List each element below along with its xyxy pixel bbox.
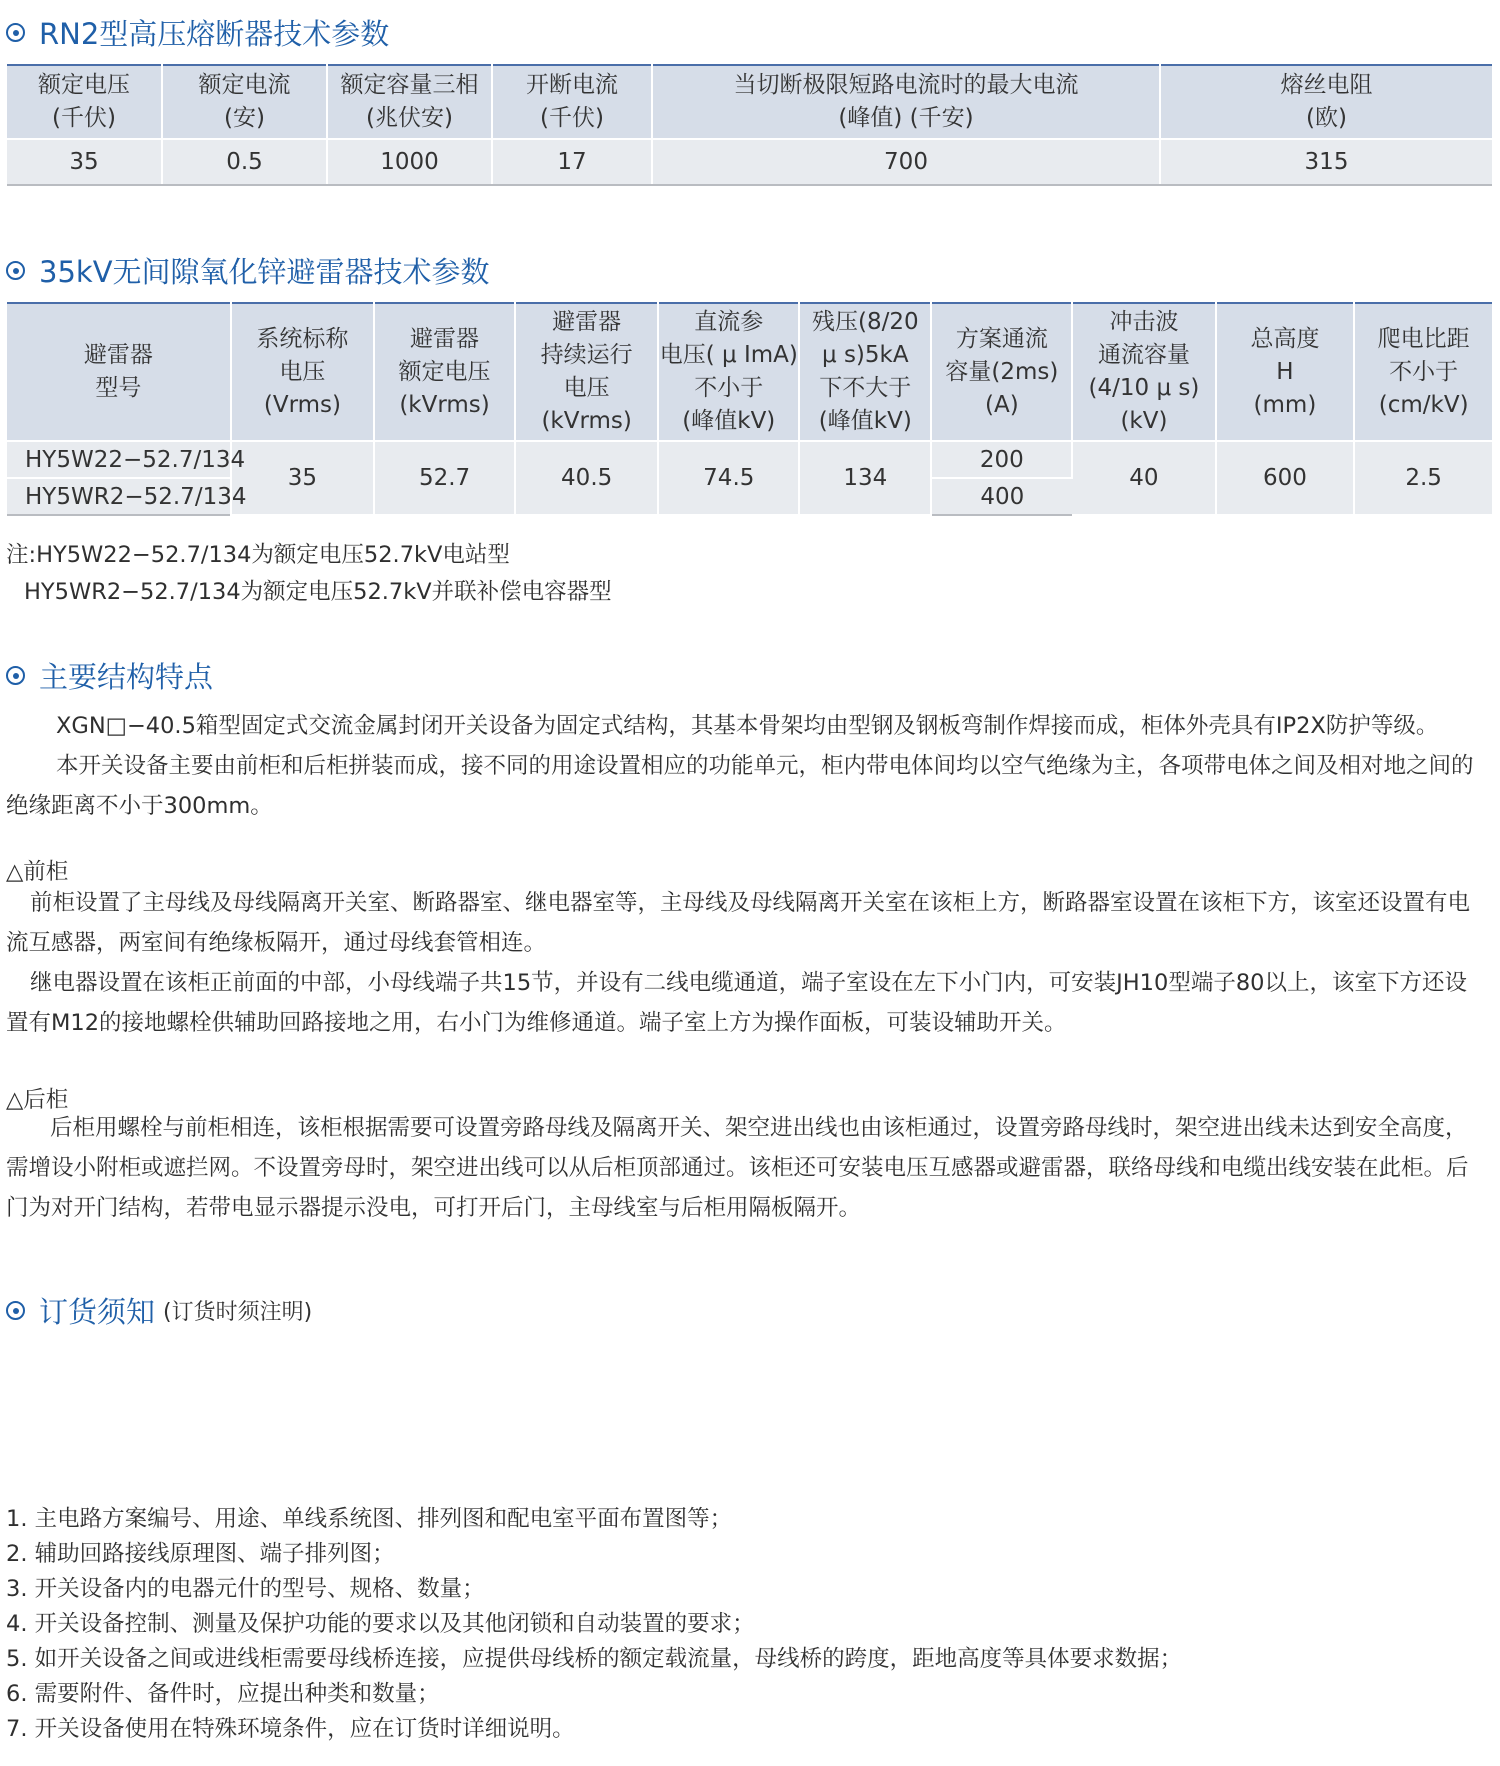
table-cell: 0.5 <box>162 139 327 185</box>
section-title-order <box>6 1290 312 1331</box>
list-item: 4. 开关设备控制、测量及保护功能的要求以及其他闭锁和自动装置的要求； <box>6 1611 755 1637</box>
table-cell: 17 <box>492 139 652 185</box>
column-header: 系统标称 电压 (Vrms) <box>231 303 374 441</box>
table-cell: 74.5 <box>658 441 799 515</box>
column-header: 冲击波 通流容量 (4/10 μ s) (kV) <box>1072 303 1215 441</box>
column-header: 当切断极限短路电流时的最大电流 (峰值) (千安) <box>652 65 1160 139</box>
column-header: 额定容量三相 (兆伏安) <box>327 65 492 139</box>
section-title-text: 主要结构特点 <box>39 660 214 694</box>
arrester-spec-table <box>7 302 1492 516</box>
rear-cabinet-heading: △后柜 <box>6 1087 69 1113</box>
front-cabinet-paragraph-2: 继电器设置在该柜正前面的中部，小母线端子共15节，并设有二线电缆通道，端子室设在左下小门内，可安装JH10型端子80以上，该室下方还设置有M12的接地螺栓供辅助回路接地之用，右小门为维修通道。端子室上方为操作面板，可装设辅助开关。 <box>6 970 1467 1036</box>
front-cabinet-heading: △前柜 <box>6 859 69 885</box>
column-header: 额定电压 (千伏) <box>7 65 162 139</box>
column-header: 爬电比距 不小于 (cm/kV) <box>1354 303 1492 441</box>
table-cell: 35 <box>231 441 374 515</box>
section-title-text: RN2型高压熔断器技术参数 <box>39 17 390 51</box>
flow-cell: 200 <box>931 441 1072 478</box>
column-header: 避雷器 型号 <box>7 303 231 441</box>
structure-paragraph-2: 本开关设备主要由前柜和后柜拼装而成，接不同的用途设置相应的功能单元，柜内带电体间均以空气绝缘为主，各项带电体之间及相对地之间的绝缘距离不小于300mm。 <box>6 753 1474 819</box>
table-header-row <box>7 303 1492 441</box>
column-header: 熔丝电阻 (欧) <box>1160 65 1492 139</box>
target-circle-icon <box>6 1301 25 1320</box>
list-item: 2. 辅助回路接线原理图、端子排列图； <box>6 1541 395 1567</box>
section-title-rn2 <box>6 12 389 53</box>
section-title-structure <box>6 655 213 696</box>
list-item: 1. 主电路方案编号、用途、单线系统图、排列图和配电室平面布置图等； <box>6 1506 733 1532</box>
section-title-arrester <box>6 250 490 291</box>
table-cell: 35 <box>7 139 162 185</box>
table-note-1: 注:HY5W22−52.7/134为额定电压52.7kV电站型 <box>6 542 510 568</box>
table-cell: 134 <box>799 441 931 515</box>
rear-cabinet-paragraph: 后柜用螺栓与前柜相连，该柜根据需要可设置旁路母线及隔离开关、架空进出线也由该柜通过，设置旁路母线时，架空进出线未达到安全高度，需增设小附柜或遮拦网。不设置旁母时，架空进出线可以从后柜顶部通过。该柜还可安装电压互感器或避雷器，联络母线和电缆出线安装在此柜。后门为对开门结构，若带电显示器提示没电，可打开后门，主母线室与后柜用隔板隔开。 <box>6 1115 1469 1221</box>
table-cell: 40.5 <box>515 441 658 515</box>
order-requirements-list <box>6 1502 1182 1747</box>
list-item: 7. 开关设备使用在特殊环境条件，应在订货时详细说明。 <box>6 1716 575 1742</box>
list-item: 6. 需要附件、备件时，应提出种类和数量； <box>6 1681 440 1707</box>
table-cell: 1000 <box>327 139 492 185</box>
table-cell: 700 <box>652 139 1160 185</box>
target-circle-icon <box>6 666 25 685</box>
table-cell: 600 <box>1216 441 1355 515</box>
column-header: 避雷器 持续运行 电压 (kVrms) <box>515 303 658 441</box>
list-item: 5. 如开关设备之间或进线柜需要母线桥连接，应提供母线桥的额定载流量，母线桥的跨度，距地高度等具体要求数据； <box>6 1646 1183 1672</box>
front-cabinet-paragraph-1: 前柜设置了主母线及母线隔离开关室、断路器室、继电器室等，主母线及母线隔离开关室在该柜上方，断路器室设置在该柜下方，该室还设置有电流互感器，两室间有绝缘板隔开，通过母线套管相连。 <box>6 890 1471 956</box>
table-cell: 40 <box>1072 441 1215 515</box>
section-title-text: 订货须知 <box>39 1295 156 1329</box>
model-cell: HY5W22−52.7/134 <box>7 441 231 478</box>
column-header: 额定电流 (安) <box>162 65 327 139</box>
flow-cell: 400 <box>931 478 1072 515</box>
column-header: 残压(8/20 μ s)5kA 下不大于 (峰值kV) <box>799 303 931 441</box>
table-row <box>7 441 1492 478</box>
section-title-text: 35kV无间隙氧化锌避雷器技术参数 <box>39 255 490 289</box>
column-header: 直流参 电压( μ ImA) 不小于 (峰值kV) <box>658 303 799 441</box>
table-cell: 52.7 <box>374 441 515 515</box>
model-cell: HY5WR2−52.7/134 <box>7 478 231 515</box>
rn2-spec-table <box>7 64 1492 186</box>
column-header: 方案通流 容量(2ms) (A) <box>931 303 1072 441</box>
structure-paragraph-1: XGN□−40.5箱型固定式交流金属封闭开关设备为固定式结构，其基本骨架均由型钢及钢板弯制作焊接而成，柜体外壳具有IP2X防护等级。 <box>56 713 1439 739</box>
table-row <box>7 139 1492 185</box>
column-header: 开断电流 (千伏) <box>492 65 652 139</box>
column-header: 避雷器 额定电压 (kVrms) <box>374 303 515 441</box>
table-header-row <box>7 65 1492 139</box>
table-note-2: HY5WR2−52.7/134为额定电压52.7kV并联补偿电容器型 <box>24 579 612 605</box>
target-circle-icon <box>6 261 25 280</box>
target-circle-icon <box>6 23 25 42</box>
section-subtitle: (订货时须注明) <box>163 1300 313 1325</box>
table-cell: 315 <box>1160 139 1492 185</box>
table-cell: 2.5 <box>1354 441 1492 515</box>
column-header: 总高度 H (mm) <box>1216 303 1355 441</box>
list-item: 3. 开关设备内的电器元什的型号、规格、数量； <box>6 1576 485 1602</box>
